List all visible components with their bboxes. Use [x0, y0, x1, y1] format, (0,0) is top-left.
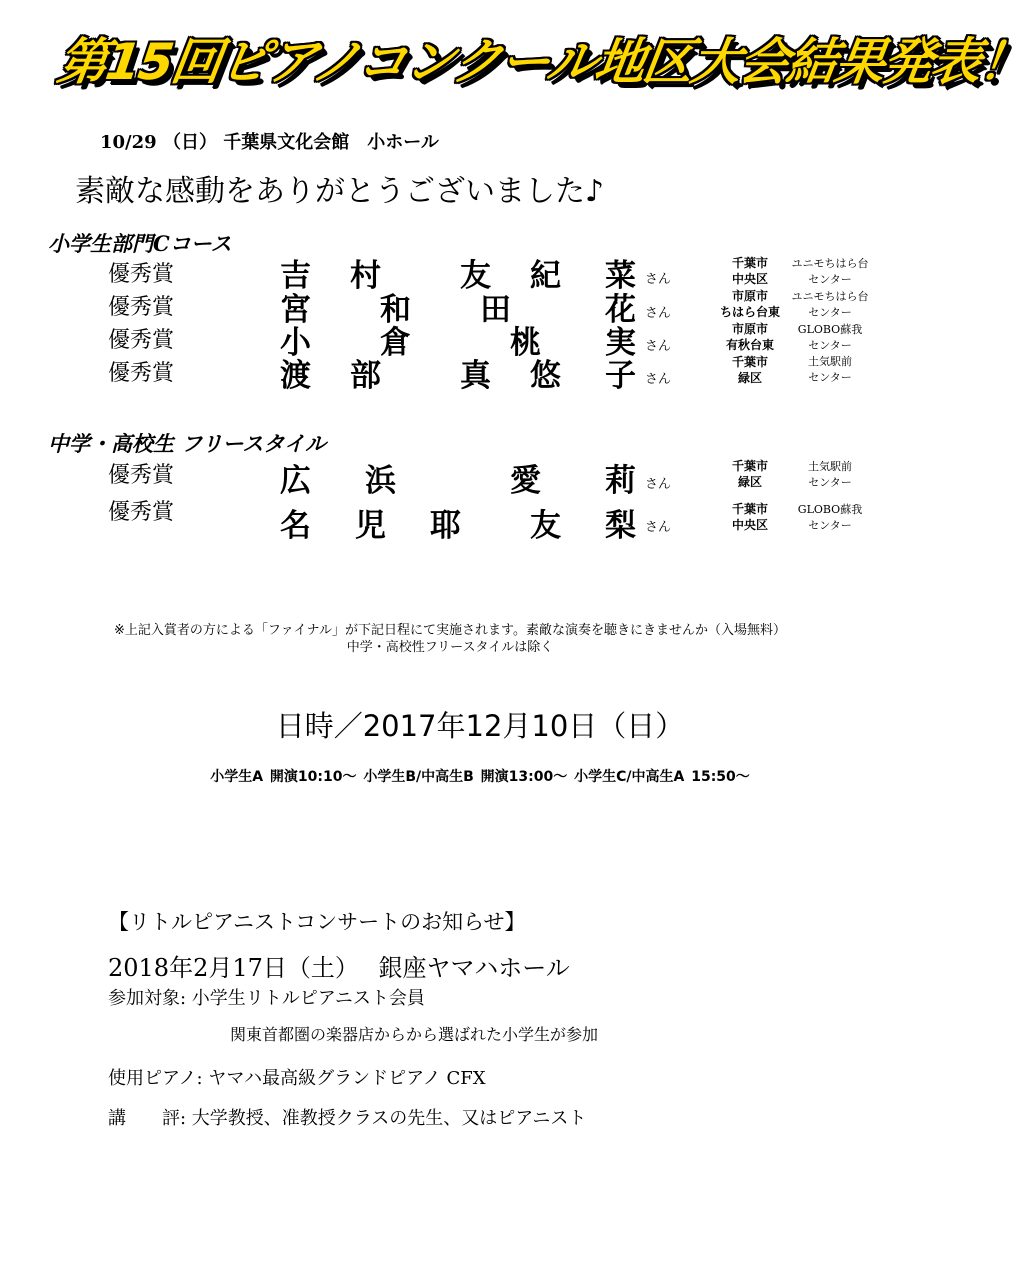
- final-times: 小学生A 開演10:10～ 小学生B/中高生B 開演13:00～ 小学生C/中高生A 15:50～: [210, 769, 750, 785]
- area-label: 市原市 有秋台東: [725, 322, 774, 352]
- final-date: 日時／2017年12月10日（日）: [275, 709, 685, 743]
- name-char: 和: [380, 292, 411, 328]
- honorific: さん: [645, 372, 672, 387]
- page-title: 第15回ピアノコンクール地区大会結果発表！: [53, 33, 1032, 91]
- concert-date-venue: 2018年2月17日（土） 銀座ヤマハホール: [108, 954, 570, 982]
- honorific: さん: [645, 306, 672, 321]
- concert-target: 参加対象: 小学生リトルピアニスト会員: [108, 988, 425, 1009]
- name-char: 名: [280, 508, 311, 544]
- honorific: さん: [645, 477, 672, 492]
- name-char: 紀: [530, 258, 561, 294]
- center-label: ユニモちはら台 センター: [791, 257, 869, 286]
- center-label: GLOBO蘇我 センター: [797, 503, 863, 532]
- name-char: 倉: [380, 325, 411, 361]
- center-label: ユニモちはら台 センター: [791, 290, 869, 319]
- winner-name: [280, 455, 640, 499]
- name-char: 田: [480, 292, 511, 328]
- name-char: 悠: [530, 358, 561, 394]
- final-notice: ※上記入賞者の方による「ファイナル」が下記日程にて実施されます。素敵な演奏を聴きにきませんか（入場無料）: [114, 623, 786, 638]
- concert-judges: 講 評: 大学教授、准教授クラスの先生、又はピアニスト: [108, 1108, 587, 1129]
- event-date-venue: 10/29 （日） 千葉県文化会館 小ホール: [100, 132, 439, 153]
- name-char: 菜: [605, 258, 636, 294]
- section-title-junior-high-free: 中学・高校生 フリースタイル: [48, 431, 326, 456]
- name-char: 友: [530, 508, 561, 544]
- name-char: 真: [460, 358, 491, 394]
- name-char: 浜: [365, 463, 396, 499]
- name-char: 愛: [510, 463, 541, 499]
- center-label: 土気駅前 センター: [808, 460, 852, 489]
- name-char: 花: [605, 292, 636, 328]
- name-char: 広: [280, 463, 311, 499]
- award-label: 優秀賞: [108, 262, 175, 287]
- name-char: 村: [350, 258, 381, 294]
- area-label: 市原市 ちはら台東: [719, 289, 780, 319]
- award-label: 優秀賞: [108, 361, 175, 386]
- name-char: 耶: [430, 508, 461, 544]
- name-char: 梨: [605, 508, 636, 544]
- name-char: 小: [280, 325, 311, 361]
- name-char: 渡: [280, 358, 311, 394]
- name-char: 子: [605, 358, 636, 394]
- award-label: 優秀賞: [108, 328, 175, 353]
- name-char: 部: [350, 358, 381, 394]
- name-char: 児: [355, 508, 386, 544]
- area-label: 千葉市 緑区: [731, 355, 768, 385]
- area-label: 千葉市 緑区: [731, 459, 768, 489]
- final-notice-exclusion: 中学・高校性フリースタイルは除く: [346, 640, 554, 655]
- award-label: 優秀賞: [108, 500, 175, 525]
- award-label: 優秀賞: [108, 295, 175, 320]
- name-char: 桃: [510, 325, 541, 361]
- award-label: 優秀賞: [108, 463, 175, 488]
- winner-name: [280, 350, 640, 394]
- winner-name: [280, 500, 640, 544]
- name-char: 宮: [280, 292, 311, 328]
- honorific: さん: [645, 339, 672, 354]
- area-label: 千葉市 中央区: [731, 256, 768, 286]
- concert-title: 【リトルピアニストコンサートのお知らせ】: [108, 910, 526, 934]
- name-char: 吉: [280, 258, 311, 294]
- concert-target-note: 関東首都圏の楽器店からから選ばれた小学生が参加: [230, 1025, 599, 1044]
- section-title-elementary-c: 小学生部門Cコース: [48, 231, 232, 256]
- area-label: 千葉市 中央区: [731, 502, 768, 532]
- honorific: さん: [645, 520, 672, 535]
- honorific: さん: [645, 272, 672, 287]
- name-char: 莉: [605, 463, 636, 499]
- thanks-message: 素敵な感動をありがとうございました♪: [75, 174, 605, 209]
- name-char: 実: [605, 325, 636, 361]
- concert-piano: 使用ピアノ: ヤマハ最高級グランドピアノ CFX: [108, 1068, 486, 1089]
- center-label: 土気駅前 センター: [808, 355, 852, 384]
- center-label: GLOBO蘇我 センター: [797, 323, 863, 352]
- name-char: 友: [460, 258, 491, 294]
